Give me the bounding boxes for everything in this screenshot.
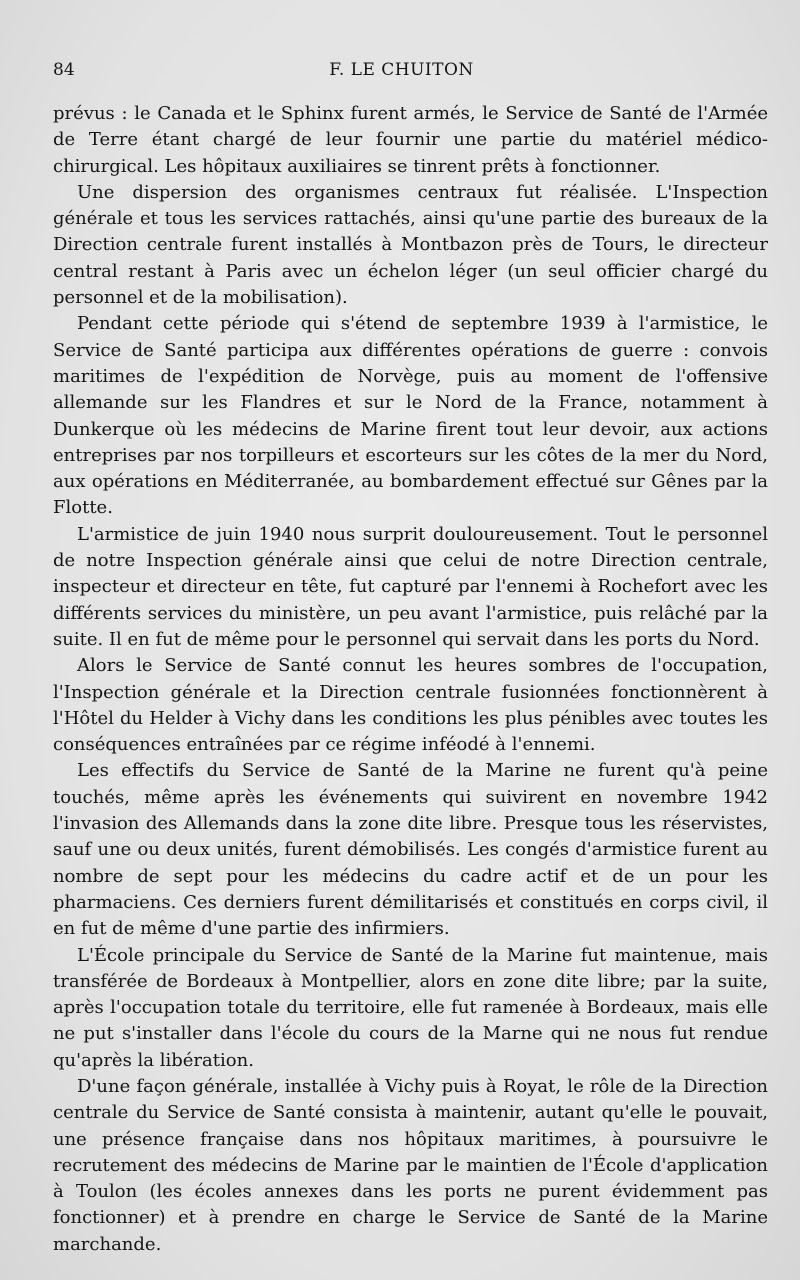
paragraph: Les effectifs du Service de Santé de la Marine ne furent qu'à peine touchés, même après les événements qui suivirent en novembre 1942 l'invasion des Allemands dans la zone dite libre. Presque tous les réservistes, sauf une ou deux unités, furent démobilisés. Les congés d'armistice furent au nombre de sept pour les médecins du cadre actif et de un pour les pharmaciens. Ces derniers furent démilitarisés et constitués en corps civil, il en fut de même d'une partie des infirmiers. <box>53 760 768 940</box>
paragraph: Une dispersion des organismes centraux fut réalisée. L'Inspection générale et tous les services rattachés, ainsi qu'une partie des bureaux de la Direction centrale furent installés à Montbazon près de Tours, le directeur central restant à Paris avec un échelon léger (un seul officier chargé du personnel et de la mobilisation). <box>53 181 768 309</box>
paragraph: D'une façon générale, installée à Vichy puis à Royat, le rôle de la Direction centrale du Service de Santé consista à maintenir, autant qu'elle le pouvait, une présence française dans nos hôpitaux maritimes, à poursuivre le recrutement des médecins de Marine par le maintien de l'École d'application à Toulon (les écoles annexes dans les ports ne purent évidemment pas fonctionner) et à prendre en charge le Service de Santé de la Marine marchande. <box>53 1075 768 1255</box>
paragraph: Pendant cette période qui s'étend de septembre 1939 à l'armistice, le Service de Santé participa aux différentes opérations de guerre : convois maritimes de l'expédition de Norvège, puis au moment de l'offensive allemande sur les Flandres et sur le Nord de la France, notamment à Dunkerque où les médecins de Marine firent tout leur devoir, aux actions entreprises par nos torpilleurs et escorteurs sur les côtes de la mer du Nord, aux opérations en Méditerranée, au bombardement effectué sur Gênes par la Flotte. <box>53 313 768 519</box>
paragraph: L'École principale du Service de Santé de la Marine fut maintenue, mais transférée de Bordeaux à Montpellier, alors en zone dite libre; par la suite, après l'occupation totale du territoire, elle fut ramenée à Bordeaux, mais elle ne put s'installer dans l'école du cours de la Marne qui ne nous fut rendue qu'après la libération. <box>53 944 768 1071</box>
page-number: 84 <box>53 60 75 80</box>
paragraph: L'armistice de juin 1940 nous surprit douloureusement. Tout le personnel de notre Inspection générale ainsi que celui de notre Direction centrale, inspecteur et directeur en tête, fut capturé par l'ennemi à Rochefort avec les différents services du ministère, un peu avant l'armistice, puis relâché par la suite. Il en fut de même pour le personnel qui servait dans les ports du Nord. <box>53 523 768 650</box>
body-text <box>53 101 768 1258</box>
paragraph: Alors le Service de Santé connut les heures sombres de l'occupation, l'Inspection générale et la Direction centrale fusionnées fonctionnèrent à l'Hôtel du Helder à Vichy dans les conditions les plus pénibles avec toutes les conséquences entraînées par ce régime inféodé à l'ennemi. <box>53 655 768 756</box>
page-header <box>53 60 750 90</box>
paragraph: prévus : le Canada et le Sphinx furent armés, le Service de Santé de l'Armée de Terre étant chargé de leur fournir une partie du matériel médico-chirurgical. Les hôpitaux auxiliaires se tinrent prêts à fonctionner. <box>53 103 768 177</box>
running-title: F. LE CHUITON <box>329 60 474 80</box>
